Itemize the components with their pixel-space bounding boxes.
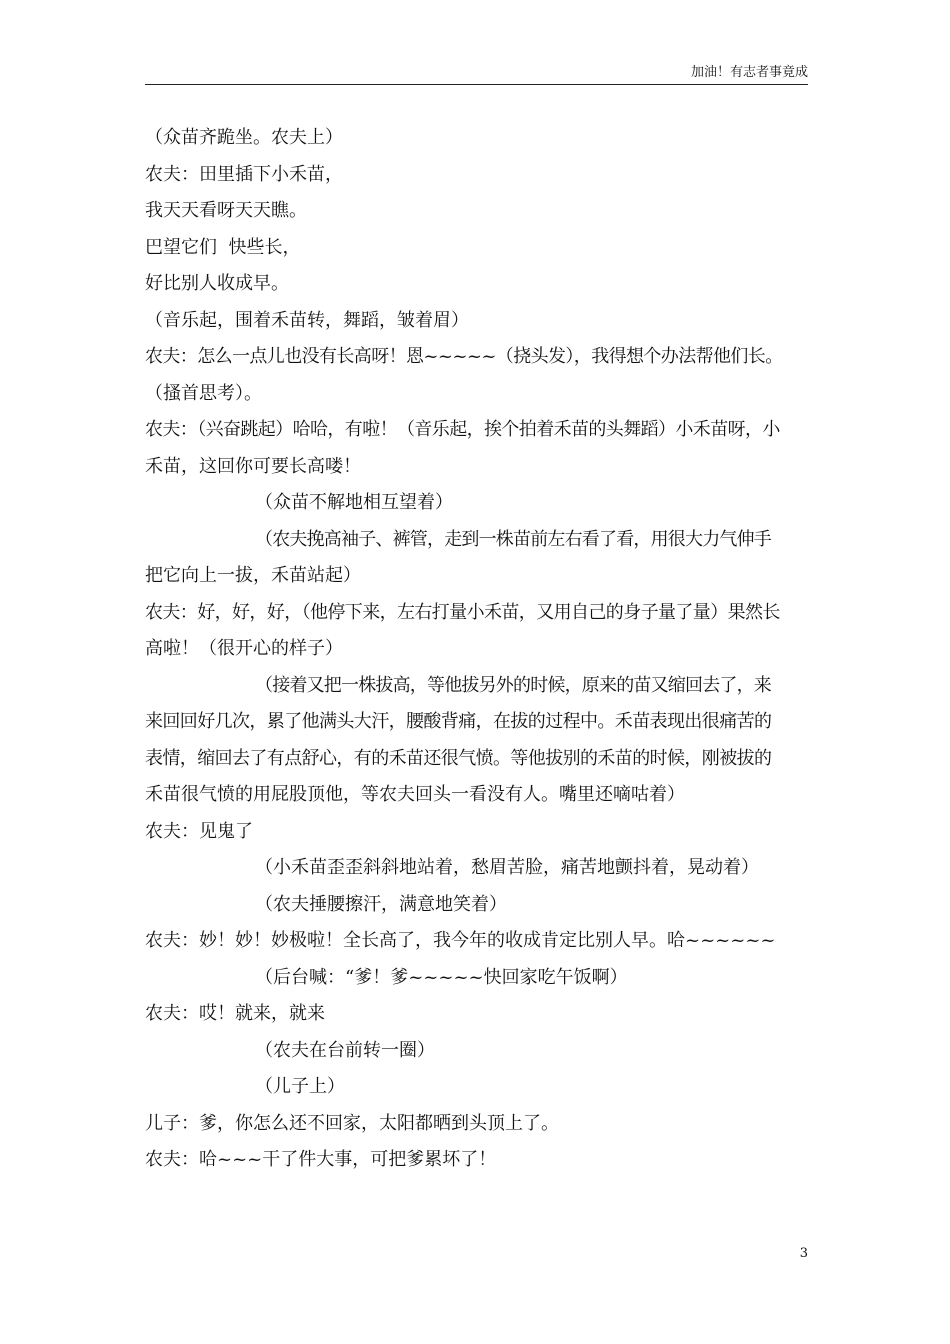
page-header: [145, 62, 808, 85]
text-line: 农夫：哈~~~干了件大事，可把爹累坏了！: [145, 1149, 497, 1170]
stage-direction: （农夫捶腰擦汗，满意地笑着）: [255, 893, 507, 915]
stage-direction: （接着又把一株拔高，等他拔另外的时候，原来的苗又缩回去了，来: [255, 674, 771, 696]
text-line: （搔首思考）。: [145, 382, 262, 404]
text-line: 禾苗，这回你可要长高喽！: [145, 455, 361, 477]
stage-direction: （农夫挽高袖子、裤管，走到一株苗前左右看了看，用很大力气伸手: [255, 528, 771, 550]
text-line: 表情，缩回去了有点舒心，有的禾苗还很气愤。等他拔别的禾苗的时候，刚被拔的: [145, 747, 772, 769]
header-text: 加油！有志者事竟成: [690, 65, 808, 80]
text-line: （众苗齐跪坐。农夫上）: [145, 127, 343, 148]
text-line: 巴望它们 快些长，: [145, 236, 301, 258]
text-line: 农夫：怎么一点儿也没有长高呀！恩~~~~~（挠头发），我得想个办法帮他们长。: [145, 346, 783, 367]
text-line: 农夫：（兴奋跳起）哈哈，有啦！（音乐起，挨个拍着禾苗的头舞蹈）小禾苗呀，小: [145, 419, 780, 440]
document-body: [145, 120, 810, 1179]
page-number: 3: [799, 1246, 808, 1261]
text-line: 把它向上一拔，禾苗站起）: [145, 565, 361, 586]
stage-direction: （小禾苗歪歪斜斜地站着，愁眉苦脸，痛苦地颤抖着，晃动着）: [255, 857, 759, 878]
text-line: 好比别人收成早。: [145, 273, 289, 294]
text-line: （音乐起，围着禾苗转，舞蹈，皱着眉）: [145, 309, 469, 331]
stage-direction: （儿子上）: [255, 1076, 345, 1097]
text-line: 高啦！（很开心的样子）: [145, 638, 343, 659]
text-line: 农夫：见鬼了: [145, 820, 253, 842]
stage-direction: （后台喊：“爹！爹~~~~~快回家吃午饭啊）: [255, 966, 628, 988]
text-line: 来回回好几次，累了他满头大汗，腰酸背痛，在拔的过程中。禾苗表现出很痛苦的: [145, 711, 772, 732]
text-line: 农夫：好，好，好，（他停下来，左右打量小禾苗，又用自己的身子量了量）果然长: [145, 601, 780, 623]
text-line: 农夫：哎！就来，就来: [145, 1003, 325, 1024]
text-line: 儿子：爹，你怎么还不回家，太阳都晒到头顶上了。: [145, 1112, 559, 1134]
stage-direction: （农夫在台前转一圈）: [255, 1039, 435, 1061]
text-line: 农夫：妙！妙！妙极啦！全长高了，我今年的收成肯定比别人早。哈~~~~~~: [145, 930, 776, 951]
text-line: 农夫：田里插下小禾苗，: [145, 163, 343, 185]
stage-direction: （众苗不解地相互望着）: [255, 492, 453, 513]
text-line: 禾苗很气愤的用屁股顶他，等农夫回头一看没有人。嘴里还嘀咕着）: [145, 784, 685, 805]
text-line: 我天天看呀天天瞧。: [145, 200, 307, 221]
